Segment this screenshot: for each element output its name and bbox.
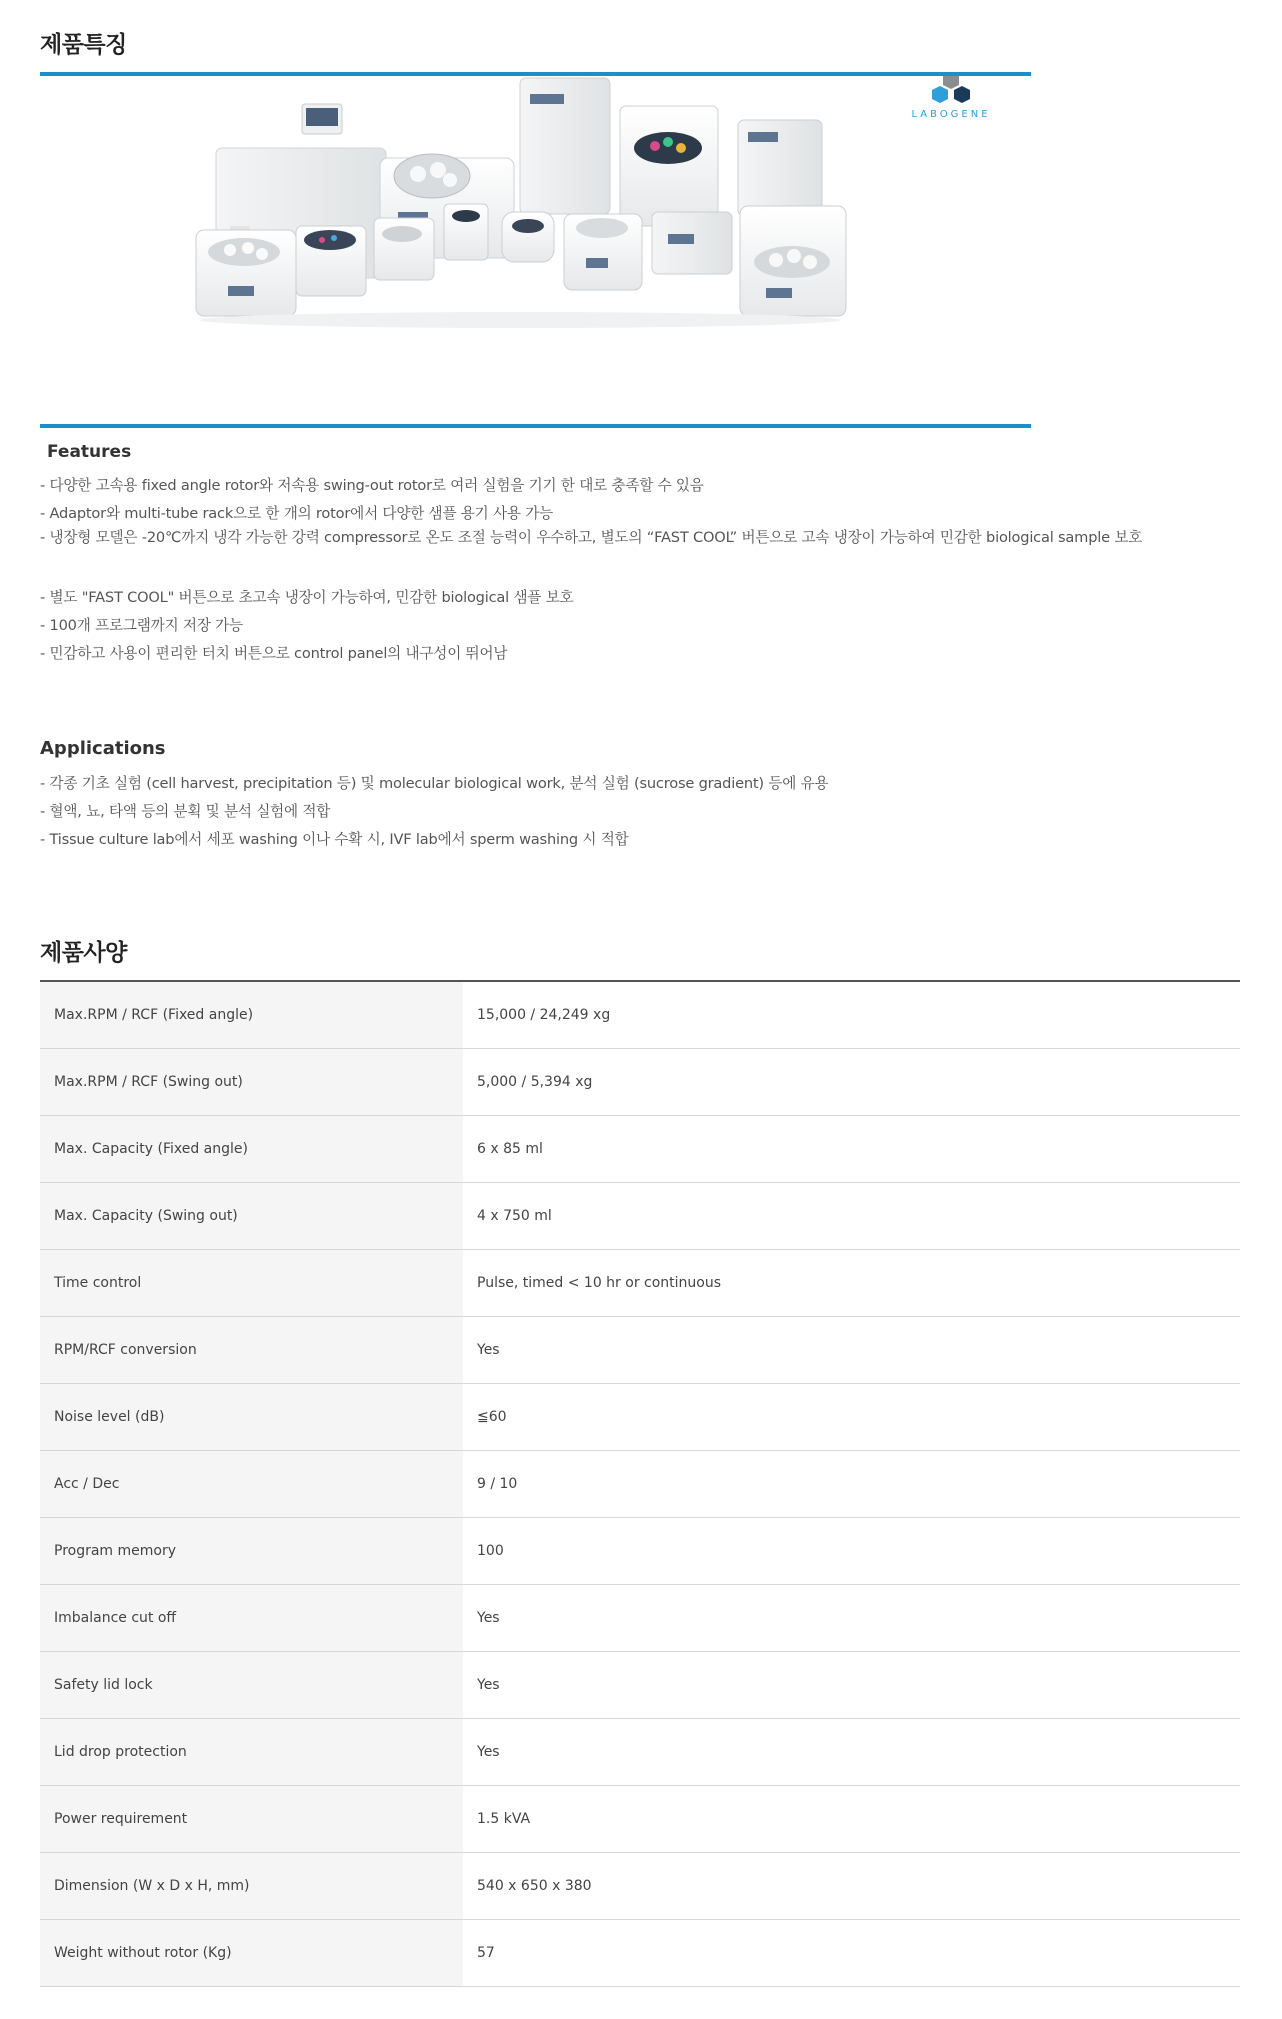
spec-label: Program memory (40, 1518, 463, 1585)
spec-value: 9 / 10 (463, 1451, 1240, 1518)
spec-label: Max. Capacity (Swing out) (40, 1183, 463, 1250)
spec-row (40, 1585, 1240, 1652)
feature-item: - 100개 프로그램까지 저장 가능 (40, 617, 243, 634)
spec-row (40, 1183, 1240, 1250)
spec-row (40, 1786, 1240, 1853)
spec-value: 5,000 / 5,394 xg (463, 1049, 1240, 1116)
centrifuge-lineup-image (40, 76, 1031, 424)
feature-item: - Adaptor와 multi-tube rack으로 한 개의 rotor에서 다양한 샘플 용기 사용 가능 (40, 505, 554, 522)
spec-row (40, 1920, 1240, 1987)
spec-label: Time control (40, 1250, 463, 1317)
bottom-divider (40, 424, 1031, 428)
spec-row (40, 1384, 1240, 1451)
labogene-logo-text: LABOGENE (911, 109, 991, 120)
spec-table (40, 982, 1240, 1987)
section-title-specs: 제품사양 (40, 940, 127, 966)
spec-value: Yes (463, 1719, 1240, 1786)
spec-row (40, 1451, 1240, 1518)
spec-label: Weight without rotor (Kg) (40, 1920, 463, 1987)
spec-row (40, 1250, 1240, 1317)
spec-row (40, 1719, 1240, 1786)
features-heading: Features (47, 442, 132, 462)
spec-label: Lid drop protection (40, 1719, 463, 1786)
spec-row (40, 1116, 1240, 1183)
feature-item: - 냉장형 모델은 -20℃까지 냉각 가능한 강력 compressor로 온도 조절 능력이 우수하고, 별도의 “FAST COOL” 버튼으로 고속 냉장이 가능하여 민감한 biological sample 보호 (40, 529, 1143, 546)
spec-label: Power requirement (40, 1786, 463, 1853)
spec-value: 540 x 650 x 380 (463, 1853, 1240, 1920)
spec-value: Yes (463, 1317, 1240, 1384)
spec-label: Dimension (W x D x H, mm) (40, 1853, 463, 1920)
spec-value: 100 (463, 1518, 1240, 1585)
spec-value: Pulse, timed < 10 hr or continuous (463, 1250, 1240, 1317)
spec-label: Safety lid lock (40, 1652, 463, 1719)
spec-row (40, 1317, 1240, 1384)
spec-row (40, 1049, 1240, 1116)
spec-value: ≦60 (463, 1384, 1240, 1451)
spec-label: RPM/RCF conversion (40, 1317, 463, 1384)
spec-label: Max.RPM / RCF (Swing out) (40, 1049, 463, 1116)
feature-item: - 민감하고 사용이 편리한 터치 버튼으로 control panel의 내구성이 뛰어남 (40, 645, 508, 662)
section-title-features: 제품특징 (40, 32, 127, 58)
application-item: - 혈액, 뇨, 타액 등의 분획 및 분석 실험에 적합 (40, 803, 331, 820)
spec-label: Imbalance cut off (40, 1585, 463, 1652)
spec-value: 1.5 kVA (463, 1786, 1240, 1853)
labogene-logo (911, 76, 990, 120)
spec-value: 57 (463, 1920, 1240, 1987)
spec-row (40, 982, 1240, 1049)
product-image (40, 76, 1031, 424)
spec-label: Max. Capacity (Fixed angle) (40, 1116, 463, 1183)
spec-value: 6 x 85 ml (463, 1116, 1240, 1183)
applications-heading: Applications (40, 738, 166, 759)
spec-row (40, 1652, 1240, 1719)
spec-label: Max.RPM / RCF (Fixed angle) (40, 982, 463, 1049)
application-item: - 각종 기초 실험 (cell harvest, precipitation 등) 및 molecular biological work, 분석 실험 (sucrose gradient) 등에 유용 (40, 775, 829, 792)
spec-label: Noise level (dB) (40, 1384, 463, 1451)
spec-label: Acc / Dec (40, 1451, 463, 1518)
feature-item: - 다양한 고속용 fixed angle rotor와 저속용 swing-out rotor로 여러 실험을 기기 한 대로 충족할 수 있음 (40, 477, 704, 494)
spec-value: Yes (463, 1652, 1240, 1719)
spec-row (40, 1853, 1240, 1920)
feature-item: - 별도 "FAST COOL" 버튼으로 초고속 냉장이 가능하여, 민감한 biological 샘플 보호 (40, 589, 574, 606)
spec-value: Yes (463, 1585, 1240, 1652)
spec-row (40, 1518, 1240, 1585)
application-item: - Tissue culture lab에서 세포 washing 이나 수확 시, IVF lab에서 sperm washing 시 적합 (40, 831, 629, 848)
spec-value: 15,000 / 24,249 xg (463, 982, 1240, 1049)
spec-value: 4 x 750 ml (463, 1183, 1240, 1250)
